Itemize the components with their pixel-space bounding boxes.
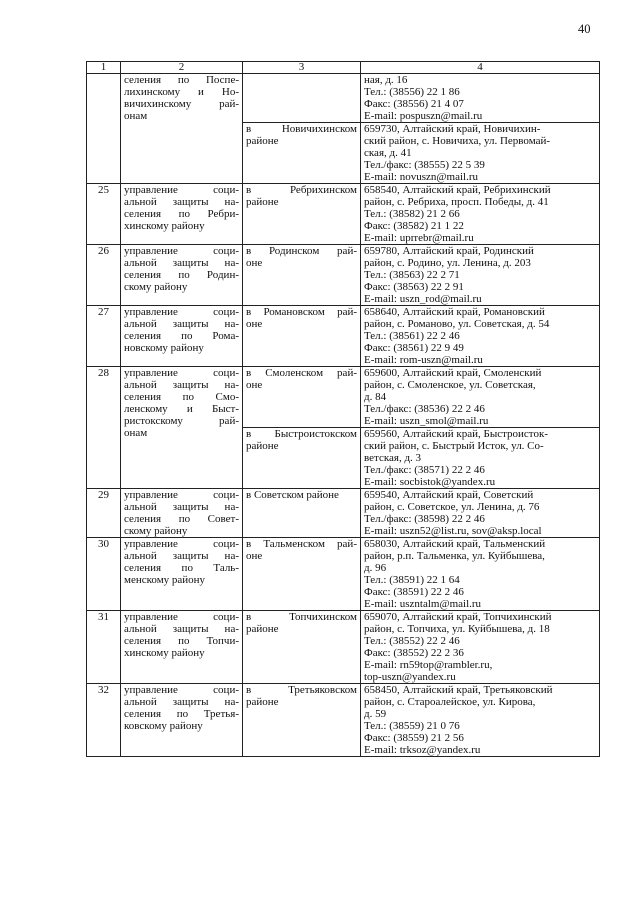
organization-name-line: альной защиты на- — [124, 257, 239, 269]
header-col-4: 4 — [361, 62, 600, 74]
organization-name-line: управление соци- — [124, 538, 239, 550]
contact-details — [361, 428, 600, 489]
contact-line: Факс: (38556) 21 4 07 — [364, 98, 464, 110]
district-name-line: в Ребрихинском — [246, 184, 357, 196]
district-name — [243, 74, 361, 123]
contact-line: Тел.: (38563) 22 2 71 — [364, 269, 460, 281]
organization-name-line: альной защиты на- — [124, 623, 239, 635]
district-name-line: районе — [246, 196, 279, 208]
district-name-line: в Родинском рай- — [246, 245, 357, 257]
contact-line: 658030, Алтайский край, Тальменский — [364, 538, 546, 550]
contact-line: район, с. Ребриха, просп. Победы, д. 41 — [364, 196, 549, 208]
table-row — [87, 489, 600, 538]
contact-line: Факс: (38563) 22 2 91 — [364, 281, 464, 293]
header-col-1: 1 — [87, 62, 121, 74]
district-name — [243, 184, 361, 245]
email-line: E-mail: rom-uszn@mail.ru — [364, 354, 483, 366]
table-row — [87, 245, 600, 306]
organization-name-line: селения по Смо- — [124, 391, 239, 403]
organization-name-line: селения по Топчи- — [124, 635, 239, 647]
contact-line: д. 84 — [364, 391, 387, 403]
organization-name-line: альной защиты на- — [124, 696, 239, 708]
district-name-line: районе — [246, 623, 279, 635]
table-row — [87, 184, 600, 245]
district-name-line: в Топчихинском — [246, 611, 357, 623]
row-number: 30 — [87, 538, 121, 611]
contact-line: 659600, Алтайский край, Смоленский — [364, 367, 542, 379]
organization-name-line: скому району — [124, 281, 188, 293]
district-name-line: районе — [246, 135, 279, 147]
contact-line: район, с. Родино, ул. Ленина, д. 203 — [364, 257, 531, 269]
organization-name-line: управление соци- — [124, 611, 239, 623]
contact-details — [361, 684, 600, 757]
contact-line: Факс: (38582) 21 1 22 — [364, 220, 464, 232]
contact-line: ская, д. 41 — [364, 147, 412, 159]
table-row — [87, 611, 600, 684]
contact-line: Тел.: (38582) 21 2 66 — [364, 208, 460, 220]
contact-line: ский район, с. Быстрый Исток, ул. Со- — [364, 440, 544, 452]
contact-line: Тел.: (38556) 22 1 86 — [364, 86, 460, 98]
organization-name-line: лихинскому и Но- — [124, 86, 239, 98]
email-line: E-mail: uszn52@list.ru, sov@aksp.local — [364, 525, 542, 537]
email-line: E-mail: uszn_smol@mail.ru — [364, 415, 489, 427]
contact-line: район, с. Топчиха, ул. Куйбышева, д. 18 — [364, 623, 550, 635]
organization-name — [121, 184, 243, 245]
table-row — [87, 74, 600, 123]
contact-line: Факс: (38561) 22 9 49 — [364, 342, 464, 354]
organization-name — [121, 611, 243, 684]
contact-line: район, с. Смоленское, ул. Советская, — [364, 379, 536, 391]
organization-name — [121, 74, 243, 184]
organization-name-line: управление соци- — [124, 684, 239, 696]
district-name — [243, 428, 361, 489]
organization-name-line: управление соци- — [124, 184, 239, 196]
contact-line: Тел.: (38561) 22 2 46 — [364, 330, 460, 342]
row-number: 32 — [87, 684, 121, 757]
organization-name-line: ленскому и Быст- — [124, 403, 239, 415]
contact-details — [361, 367, 600, 428]
organization-name-line: управление соци- — [124, 245, 239, 257]
email-line: E-mail: novuszn@mail.ru — [364, 171, 478, 183]
organization-name-line: альной защиты на- — [124, 318, 239, 330]
organization-name-line: альной защиты на- — [124, 550, 239, 562]
contact-line: Тел.: (38559) 21 0 76 — [364, 720, 460, 732]
organization-name-line: селения по Родин- — [124, 269, 239, 281]
organization-name-line: новскому району — [124, 342, 204, 354]
contact-line: 659560, Алтайский край, Быстроисток- — [364, 428, 548, 440]
organization-name — [121, 684, 243, 757]
header-col-2: 2 — [121, 62, 243, 74]
organization-name-line: селения по Совет- — [124, 513, 239, 525]
district-name-line: в Романовском рай- — [246, 306, 357, 318]
email-line: E-mail: uszn_rod@mail.ru — [364, 293, 482, 305]
contact-line: д. 96 — [364, 562, 387, 574]
contact-details — [361, 74, 600, 123]
district-name-line: оне — [246, 379, 263, 391]
district-name-line: в Смоленском рай- — [246, 367, 357, 379]
district-name — [243, 123, 361, 184]
organization-name-line: онам — [124, 110, 148, 122]
email-line: E-mail: socbistok@yandex.ru — [364, 476, 496, 488]
contact-line: район, р.п. Тальменка, ул. Куйбышева, — [364, 550, 545, 562]
table-row — [87, 684, 600, 757]
page-number: 40 — [578, 22, 591, 36]
table-row — [87, 306, 600, 367]
email-line: E-mail: uszntalm@mail.ru — [364, 598, 482, 610]
contact-line: 659540, Алтайский край, Советский — [364, 489, 534, 501]
row-number: 29 — [87, 489, 121, 538]
contact-line: top-uszn@yandex.ru — [364, 671, 456, 683]
organization-name-line: селения по Третья- — [124, 708, 239, 720]
email-line: E-mail: trksoz@yandex.ru — [364, 744, 481, 756]
contact-line: 658540, Алтайский край, Ребрихинский — [364, 184, 551, 196]
contact-line: Тел.: (38552) 22 2 46 — [364, 635, 460, 647]
row-number — [87, 74, 121, 184]
row-number: 26 — [87, 245, 121, 306]
organization-name — [121, 489, 243, 538]
organization-name — [121, 245, 243, 306]
row-number: 31 — [87, 611, 121, 684]
district-name — [243, 245, 361, 306]
organization-name — [121, 306, 243, 367]
organization-name-line: ристокскому рай- — [124, 415, 239, 427]
organization-name-line: хинскому району — [124, 647, 205, 659]
district-name-line: оне — [246, 550, 263, 562]
contact-details — [361, 184, 600, 245]
contact-line: д. 59 — [364, 708, 387, 720]
organization-name-line: альной защиты на- — [124, 501, 239, 513]
contact-line: Тел.: (38591) 22 1 64 — [364, 574, 460, 586]
organization-name — [121, 367, 243, 489]
contact-line: 659730, Алтайский край, Новичихин- — [364, 123, 541, 135]
contact-line: район, с. Староалейское, ул. Кирова, — [364, 696, 536, 708]
organization-name-line: селения по Таль- — [124, 562, 239, 574]
organization-name-line: альной защиты на- — [124, 379, 239, 391]
organization-name-line: вичихинскому рай- — [124, 98, 239, 110]
district-name-line: в Советском районе — [246, 489, 339, 501]
district-name — [243, 367, 361, 428]
district-name-line: в Новичихинском — [246, 123, 357, 135]
district-name-line: оне — [246, 257, 263, 269]
contact-line: Факс: (38591) 22 2 46 — [364, 586, 464, 598]
email-line: E-mail: rn59top@rambler.ru, — [364, 659, 493, 671]
contact-line: ский район, с. Новичиха, ул. Первомай- — [364, 135, 551, 147]
table-row — [87, 367, 600, 428]
header-row — [87, 62, 600, 74]
organization-name-line: онам — [124, 427, 148, 439]
contact-line: 658450, Алтайский край, Третьяковский — [364, 684, 553, 696]
contact-line: 658640, Алтайский край, Романовский — [364, 306, 545, 318]
organization-name-line: управление соци- — [124, 489, 239, 501]
contact-line: Тел./факс: (38536) 22 2 46 — [364, 403, 485, 415]
row-number: 25 — [87, 184, 121, 245]
contacts-table — [86, 61, 600, 757]
district-name — [243, 611, 361, 684]
contact-details — [361, 538, 600, 611]
table-row — [87, 538, 600, 611]
contact-line: Тел./факс: (38571) 22 2 46 — [364, 464, 485, 476]
contact-details — [361, 306, 600, 367]
organization-name-line: селения по Рома- — [124, 330, 239, 342]
contact-line: Тел./факс: (38555) 22 5 39 — [364, 159, 485, 171]
district-name-line: в Быстроистокском — [246, 428, 357, 440]
organization-name-line: селения по Поспе- — [124, 74, 239, 86]
organization-name-line: альной защиты на- — [124, 196, 239, 208]
district-name-line: в Третьяковском — [246, 684, 357, 696]
organization-name-line: селения по Ребри- — [124, 208, 239, 220]
contact-line: Факс: (38559) 21 2 56 — [364, 732, 464, 744]
district-name — [243, 489, 361, 538]
contact-line: Тел./факс: (38598) 22 2 46 — [364, 513, 485, 525]
row-number: 28 — [87, 367, 121, 489]
contact-details — [361, 245, 600, 306]
organization-name-line: хинскому району — [124, 220, 205, 232]
email-line: E-mail: pospuszn@mail.ru — [364, 110, 483, 122]
email-line: E-mail: uprrebr@mail.ru — [364, 232, 474, 244]
organization-name-line: менскому району — [124, 574, 206, 586]
contact-line: район, с. Советское, ул. Ленина, д. 76 — [364, 501, 540, 513]
contact-line: ветская, д. 3 — [364, 452, 422, 464]
district-name-line: районе — [246, 696, 279, 708]
contact-line: Факс: (38552) 22 2 36 — [364, 647, 464, 659]
district-name — [243, 684, 361, 757]
contact-line: 659780, Алтайский край, Родинский — [364, 245, 534, 257]
organization-name-line: управление соци- — [124, 306, 239, 318]
contact-line: район, с. Романово, ул. Советская, д. 54 — [364, 318, 550, 330]
organization-name-line: ковскому району — [124, 720, 203, 732]
district-name-line: в Тальменском рай- — [246, 538, 357, 550]
contact-details — [361, 611, 600, 684]
row-number: 27 — [87, 306, 121, 367]
contact-details — [361, 489, 600, 538]
contact-line: ная, д. 16 — [364, 74, 408, 86]
table-body — [87, 74, 600, 757]
organization-name-line: управление соци- — [124, 367, 239, 379]
contact-details — [361, 123, 600, 184]
district-name-line: районе — [246, 440, 279, 452]
district-name — [243, 538, 361, 611]
organization-name — [121, 538, 243, 611]
header-col-3: 3 — [243, 62, 361, 74]
organization-name-line: скому району — [124, 525, 188, 537]
contact-line: 659070, Алтайский край, Топчихинский — [364, 611, 552, 623]
district-name-line: оне — [246, 318, 263, 330]
district-name — [243, 306, 361, 367]
